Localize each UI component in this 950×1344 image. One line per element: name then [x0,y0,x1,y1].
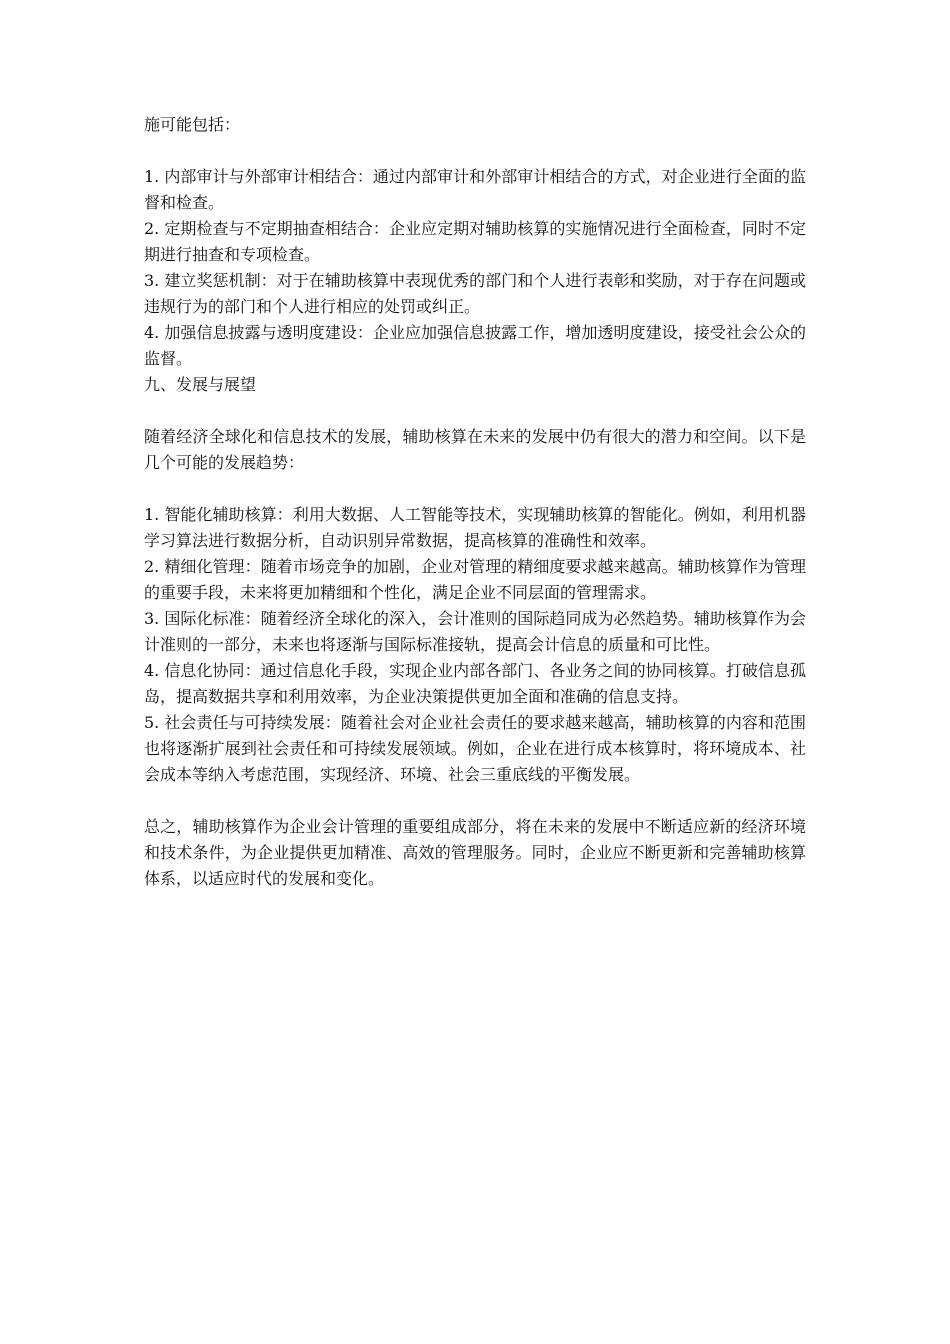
trend-item-1: 1. 智能化辅助核算：利用大数据、人工智能等技术，实现辅助核算的智能化。例如，利用机器学习算法进行数据分析，自动识别异常数据，提高核算的准确性和效率。 [144,505,806,550]
measure-item-1: 1. 内部审计与外部审计相结合：通过内部审计和外部审计相结合的方式，对企业进行全面的监督和检查。 [144,167,806,212]
section-intro: 随着经济全球化和信息技术的发展，辅助核算在未来的发展中仍有很大的潜力和空间。以下是几个可能的发展趋势： [144,427,806,472]
trend-item-4: 4. 信息化协同：通过信息化手段，实现企业内部各部门、各业务之间的协同核算。打破信息孤岛，提高数据共享和利用效率，为企业决策提供更加全面和准确的信息支持。 [144,661,806,706]
measure-item-4: 4. 加强信息披露与透明度建设：企业应加强信息披露工作，增加透明度建设，接受社会公众的监督。 [144,323,806,368]
measure-item-3: 3. 建立奖惩机制：对于在辅助核算中表现优秀的部门和个人进行表彰和奖励，对于存在问题或违规行为的部门和个人进行相应的处罚或纠正。 [144,271,806,316]
intro-fragment: 施可能包括： [144,115,241,134]
section-heading: 九、发展与展望 [144,375,257,394]
blank-line [144,788,806,814]
blank-line [144,138,806,164]
conclusion-paragraph: 总之，辅助核算作为企业会计管理的重要组成部分，将在未来的发展中不断适应新的经济环境和技术条件，为企业提供更加精准、高效的管理服务。同时，企业应不断更新和完善辅助核算体系，以适应时代的发展和变化。 [144,817,806,888]
trend-item-5: 5. 社会责任与可持续发展：随着社会对企业社会责任的要求越来越高，辅助核算的内容和范围也将逐渐扩展到社会责任和可持续发展领域。例如，企业在进行成本核算时，将环境成本、社会成本等纳入考虑范围，实现经济、环境、社会三重底线的平衡发展。 [144,713,806,784]
blank-line [144,476,806,502]
trend-item-2: 2. 精细化管理：随着市场竞争的加剧，企业对管理的精细度要求越来越高。辅助核算作为管理的重要手段，未来将更加精细和个性化，满足企业不同层面的管理需求。 [144,557,806,602]
document-page [144,112,806,892]
trend-item-3: 3. 国际化标准：随着经济全球化的深入，会计准则的国际趋同成为必然趋势。辅助核算作为会计准则的一部分，未来也将逐渐与国际标准接轨，提高会计信息的质量和可比性。 [144,609,806,654]
measure-item-2: 2. 定期检查与不定期抽查相结合：企业应定期对辅助核算的实施情况进行全面检查，同时不定期进行抽查和专项检查。 [144,219,806,264]
blank-line [144,398,806,424]
